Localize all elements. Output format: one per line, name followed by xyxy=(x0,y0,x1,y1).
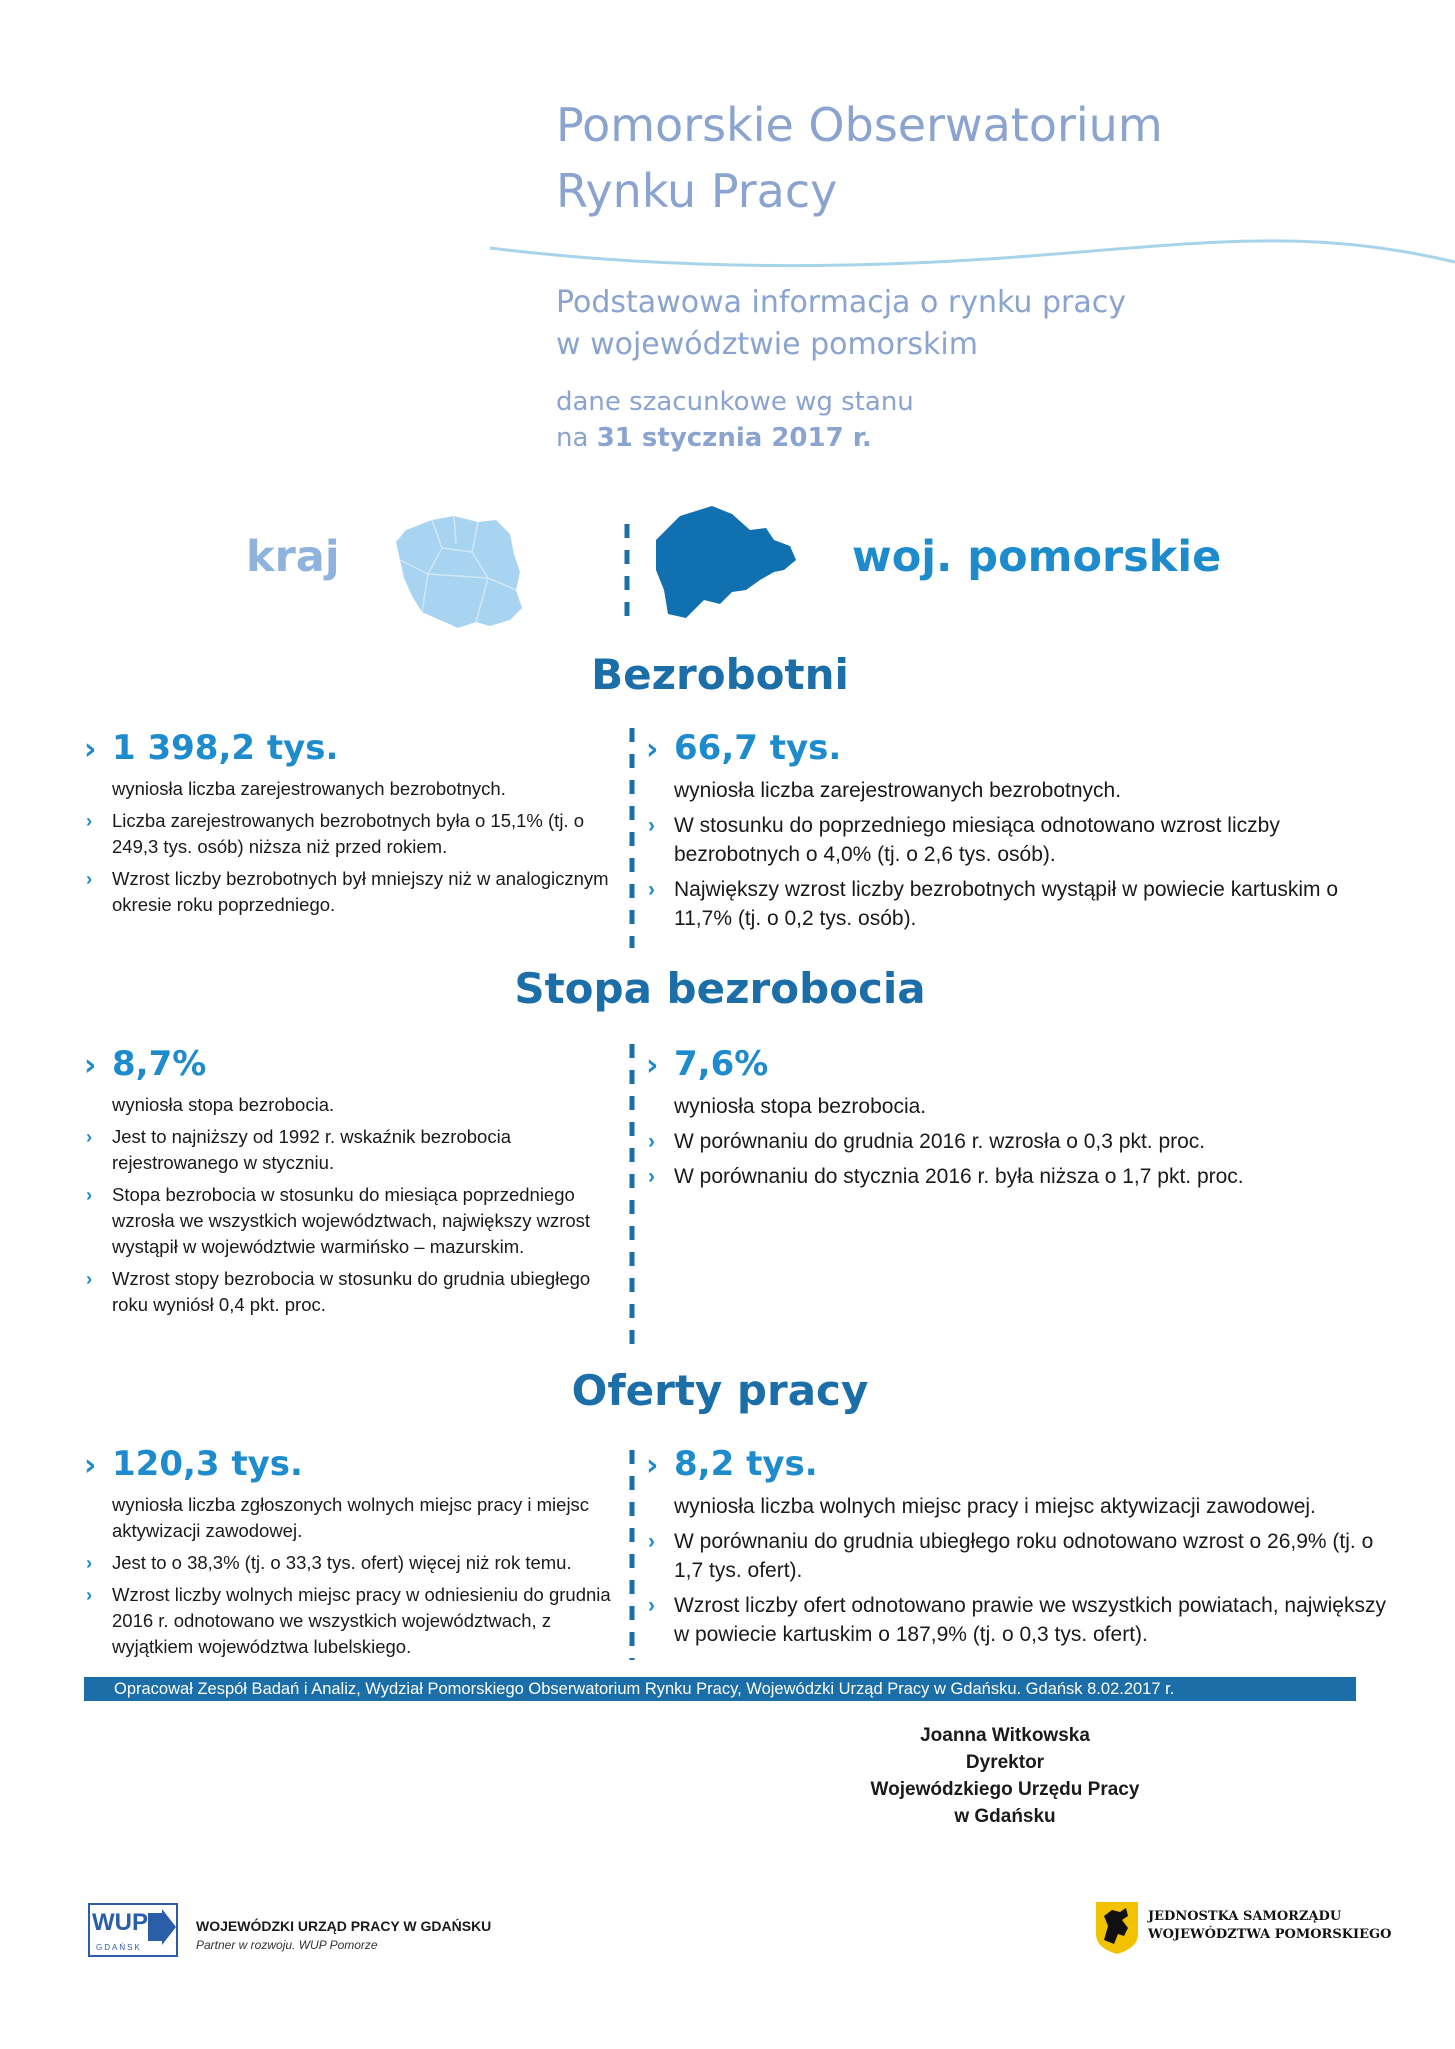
pomorskie-map-icon xyxy=(650,500,798,624)
region-divider xyxy=(622,524,632,624)
chevron-right-icon: › xyxy=(86,1126,93,1147)
chevron-right-icon: › xyxy=(648,1165,655,1188)
chevron-right-icon: › xyxy=(646,1448,659,1483)
stat-description: wyniosła liczba wolnych miejsc pracy i miejsc aktywizacji zawodowej. xyxy=(674,1495,1316,1518)
wup-name: WOJEWÓDZKI URZĄD PRACY W GDAŃSKU xyxy=(196,1918,492,1934)
chevron-right-icon: › xyxy=(86,1552,93,1573)
list-item: › Wzrost liczby wolnych miejsc pracy w odniesieniu do grudnia 2016 r. odnotowano we wszystkich województwach, z wyjątkiem województwa lubelskiego. xyxy=(86,1584,611,1657)
chevron-right-icon: › xyxy=(86,868,93,889)
rate-pomorskie-block xyxy=(646,1042,1386,1191)
page-title xyxy=(556,92,1163,224)
unemployed-pomorskie-block xyxy=(646,726,1386,933)
stat-value: › 7,6% xyxy=(646,1042,1386,1088)
stat-description: wyniosła stopa bezrobocia. xyxy=(674,1095,927,1118)
column-divider xyxy=(629,728,635,948)
date-line-2 xyxy=(556,420,914,456)
stat-value: › 120,3 tys. xyxy=(84,1442,624,1488)
header-wave-decoration xyxy=(490,230,1455,280)
offers-pomorskie-block xyxy=(646,1442,1386,1649)
title-line-1: Pomorskie Obserwatorium xyxy=(556,98,1163,152)
subtitle-line-1: Podstawowa informacja o rynku pracy xyxy=(556,285,1126,320)
rate-country-block xyxy=(84,1042,624,1318)
arrow-right-icon xyxy=(148,1909,176,1945)
stat-value: › 66,7 tys. xyxy=(646,726,1386,772)
poland-map-icon xyxy=(392,508,526,632)
stat-description: wyniosła liczba zgłoszonych wolnych miejsc pracy i miejsc aktywizacji zawodowej. xyxy=(112,1494,590,1541)
page-subtitle xyxy=(556,282,1126,366)
list-item: › Wzrost liczby bezrobotnych był mniejszy niż w analogicznym okresie roku poprzedniego. xyxy=(86,868,609,915)
stat-value: › 8,2 tys. xyxy=(646,1442,1386,1488)
wup-logo-mark: WUP xyxy=(92,1909,148,1936)
footer-credit-bar: Opracował Zespół Badań i Analiz, Wydział Pomorskiego Obserwatorium Rynku Pracy, Wojewódzki Urząd Pracy w Gdańsku. Gdańsk 8.02.2017 r. xyxy=(84,1677,1356,1701)
griffin-emblem-icon xyxy=(1094,1900,1140,1954)
chevron-right-icon: › xyxy=(86,1268,93,1289)
stat-description: wyniosła liczba zarejestrowanych bezrobotnych. xyxy=(112,778,506,799)
signature-role: Dyrektor xyxy=(965,1752,1045,1773)
chevron-right-icon: › xyxy=(648,878,655,901)
title-line-2: Rynku Pracy xyxy=(556,164,838,218)
chevron-right-icon: › xyxy=(646,732,659,767)
date-value: 31 stycznia 2017 r. xyxy=(596,423,872,453)
stat-value: › 8,7% xyxy=(84,1042,624,1088)
region-label-country: kraj xyxy=(246,532,340,582)
date-line-1: dane szacunkowe wg stanu xyxy=(556,387,914,417)
list-item: › W stosunku do poprzedniego miesiąca odnotowano wzrost liczby bezrobotnych o 4,0% (tj. o 2,6 tys. osób). xyxy=(646,811,1386,869)
date-prefix: na xyxy=(556,423,597,453)
list-item: › W porównaniu do grudnia ubiegłego roku odnotowano wzrost o 26,9% (tj. o 1,7 tys. ofert). xyxy=(646,1527,1386,1585)
stat-value: › 1 398,2 tys. xyxy=(84,726,624,772)
list-item: › W porównaniu do grudnia 2016 r. wzrosła o 0,3 pkt. proc. xyxy=(646,1127,1386,1156)
jst-line-2: WOJEWÓDZTWA POMORSKIEGO xyxy=(1148,1927,1392,1942)
chevron-right-icon: › xyxy=(86,1584,93,1605)
wup-logo xyxy=(88,1903,178,1957)
list-item: › Wzrost liczby ofert odnotowano prawie we wszystkich powiatach, największy w powiecie kartuskim o 187,9% (tj. o 0,3 tys. ofert). xyxy=(646,1591,1386,1649)
section-title-unemployed: Bezrobotni xyxy=(591,650,849,699)
list-item: › Jest to o 38,3% (tj. o 33,3 tys. ofert) więcej niż rok temu. xyxy=(84,1550,624,1576)
list-item: › Liczba zarejestrowanych bezrobotnych była o 15,1% (tj. o 249,3 tys. osób) niższa niż przed rokiem. xyxy=(86,810,585,857)
list-item: › W porównaniu do stycznia 2016 r. była niższa o 1,7 pkt. proc. xyxy=(646,1162,1386,1191)
data-date xyxy=(556,384,914,456)
wup-tagline: Partner w rozwoju. WUP Pomorze xyxy=(196,1938,378,1952)
signature-city: w Gdańsku xyxy=(954,1806,1056,1827)
chevron-right-icon: › xyxy=(84,1048,97,1083)
signature-block xyxy=(820,1722,1190,1830)
column-divider xyxy=(629,1450,635,1660)
column-divider xyxy=(629,1044,635,1344)
region-label-pomorskie: woj. pomorskie xyxy=(852,532,1222,582)
signature-name: Joanna Witkowska xyxy=(920,1725,1090,1746)
section-title-unemployment-rate: Stopa bezrobocia xyxy=(514,964,926,1013)
list-item: › Największy wzrost liczby bezrobotnych wystąpił w powiecie kartuskim o 11,7% (tj. o 0,2 tys. osób). xyxy=(646,875,1386,933)
chevron-right-icon: › xyxy=(86,1184,93,1205)
jst-line-1: JEDNOSTKA SAMORZĄDU xyxy=(1148,1909,1342,1924)
chevron-right-icon: › xyxy=(84,732,97,767)
offers-country-block xyxy=(84,1442,624,1660)
list-item: › Stopa bezrobocia w stosunku do miesiąca poprzedniego wzrosła we wszystkich województwach, największy wzrost wystąpił w województwie warmińsko – mazurskim. xyxy=(86,1184,591,1257)
wup-logo-sub: GDAŃSK xyxy=(96,1943,142,1952)
chevron-right-icon: › xyxy=(86,810,93,831)
list-item: › Wzrost stopy bezrobocia w stosunku do grudnia ubiegłego roku wyniósł 0,4 pkt. proc. xyxy=(86,1268,591,1315)
list-item: › Jest to najniższy od 1992 r. wskaźnik bezrobocia rejestrowanego w styczniu. xyxy=(86,1126,511,1173)
chevron-right-icon: › xyxy=(648,1130,655,1153)
jst-logo-text xyxy=(1148,1908,1391,1944)
stat-description: wyniosła stopa bezrobocia. xyxy=(112,1094,335,1115)
subtitle-line-2: w województwie pomorskim xyxy=(556,327,978,362)
chevron-right-icon: › xyxy=(646,1048,659,1083)
chevron-right-icon: › xyxy=(648,814,655,837)
chevron-right-icon: › xyxy=(84,1448,97,1483)
chevron-right-icon: › xyxy=(648,1530,655,1553)
chevron-right-icon: › xyxy=(648,1594,655,1617)
signature-institution: Wojewódzkiego Urzędu Pracy xyxy=(870,1779,1140,1800)
stat-description: wyniosła liczba zarejestrowanych bezrobotnych. xyxy=(674,779,1122,802)
unemployed-country-block xyxy=(84,726,624,918)
section-title-job-offers: Oferty pracy xyxy=(571,1366,869,1415)
